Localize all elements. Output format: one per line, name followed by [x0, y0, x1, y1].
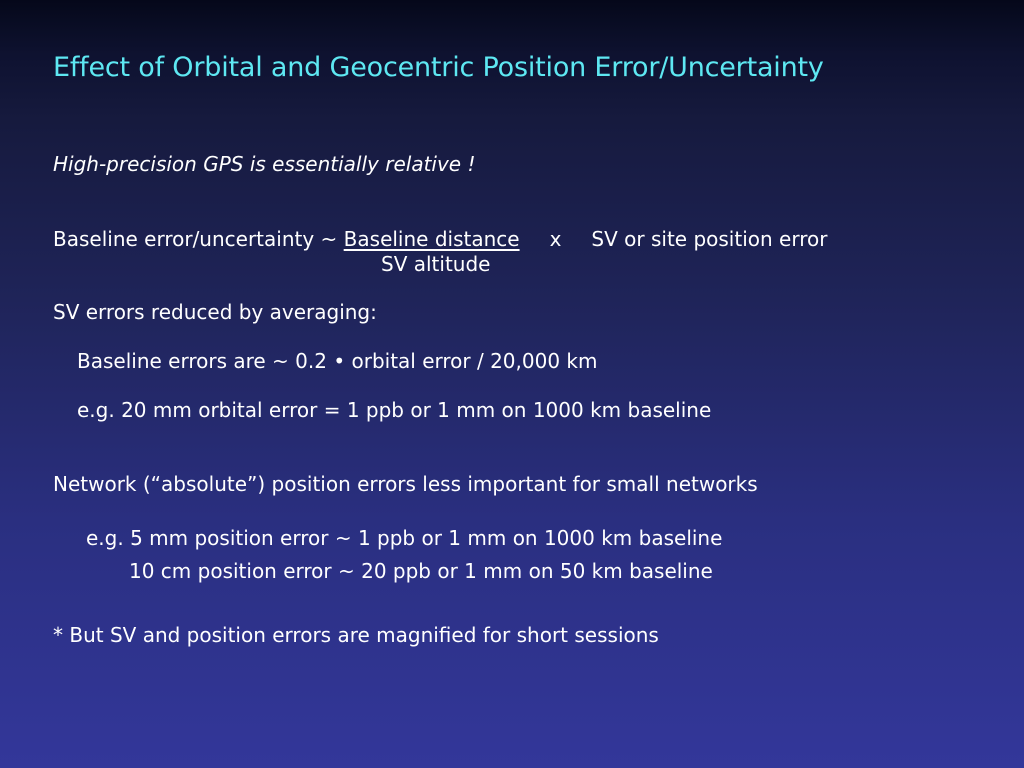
network-heading: Network (“absolute”) position errors less important for small networks	[53, 472, 758, 496]
subtitle: High-precision GPS is essentially relative !	[53, 152, 476, 176]
network-line-1: e.g. 5 mm position error ~ 1 ppb or 1 mm on 1000 km baseline	[86, 526, 723, 550]
sv-line-1: Baseline errors are ~ 0.2 • orbital error / 20,000 km	[77, 349, 598, 373]
sv-line-2: e.g. 20 mm orbital error = 1 ppb or 1 mm on 1000 km baseline	[77, 398, 712, 422]
formula-rhs: SV or site position error	[591, 227, 828, 251]
footnote: * But SV and position errors are magnified for short sessions	[53, 623, 659, 647]
network-line-2: 10 cm position error ~ 20 ppb or 1 mm on 50 km baseline	[129, 559, 713, 583]
formula-denominator: SV altitude	[381, 252, 491, 276]
sv-heading: SV errors reduced by averaging:	[53, 300, 377, 324]
formula-numerator: Baseline distance	[343, 227, 520, 251]
formula-lhs: Baseline error/uncertainty ~	[53, 227, 344, 251]
slide-title: Effect of Orbital and Geocentric Position Error/Uncertainty	[53, 52, 824, 83]
formula-times: x	[549, 227, 562, 251]
formula-line	[53, 227, 827, 251]
